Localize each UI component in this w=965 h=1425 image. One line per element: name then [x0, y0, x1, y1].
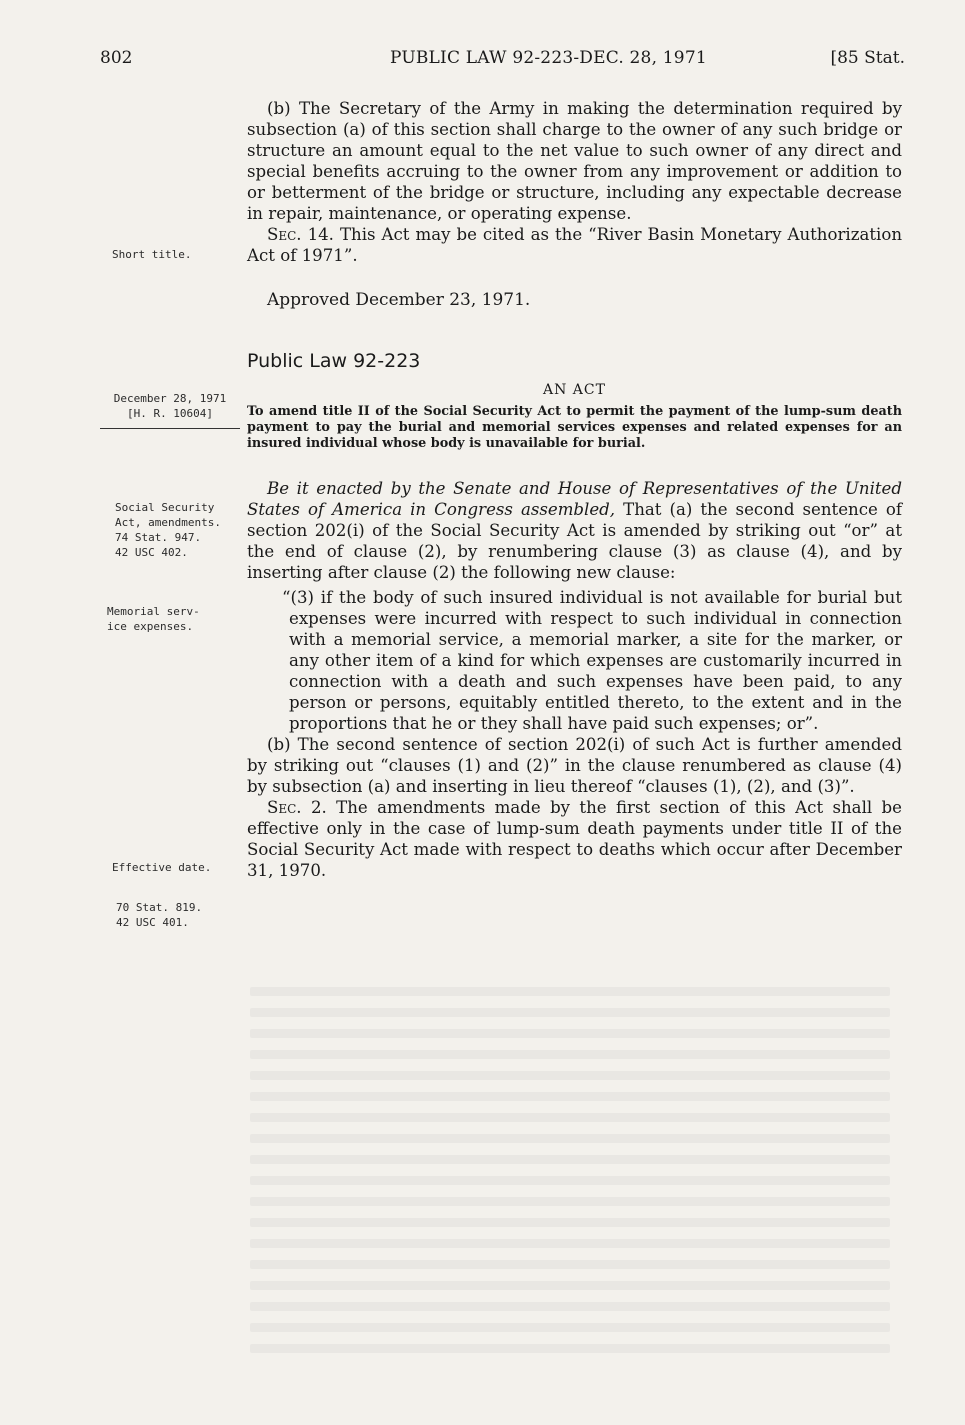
bleed-through-texture — [100, 975, 905, 1355]
section-1a-paragraph — [247, 478, 902, 583]
running-title: PUBLIC LAW 92-223-DEC. 28, 1971 — [390, 48, 707, 68]
margin-bill-number: [H. R. 10604] — [126, 407, 214, 420]
section-1a-text: That (a) the second sentence of section 202(i) of the Social Security Act is amended by striking out “or” at the end of clause (2), by renumbering clause (3) as clause (4), and by inserting after clause (2) the following new clause: — [247, 500, 902, 582]
margin-ref-line: 42 USC 401. — [116, 916, 189, 929]
margin-ss-line: Act, amendments. — [115, 516, 221, 529]
margin-references — [116, 900, 256, 930]
quoted-clause-3: “(3) if the body of such insured individual is not available for burial but expenses were incurred with respect to such individual in connection with a memorial service, a memorial marker, a site for the marker, or any other item of a kind for which expenses are customarily incurred in connection with a death and such expenses have been paid, to any person or persons, equitably entitled thereto, to the extent and in the proportions that he or they shall have paid such expenses; or”. — [282, 588, 902, 733]
margin-social-security — [115, 500, 255, 560]
margin-memorial-line: ice expenses. — [107, 620, 194, 633]
margin-effective-date: Effective date. — [112, 861, 212, 874]
margin-enactment-date — [100, 391, 240, 421]
sec2-text: The amendments made by the first section of this Act shall be effective only in the case of lump-sum death payments under title II of the Social Security Act made with respect to deaths which occur after December 31, 1970. — [247, 798, 902, 880]
page-header — [100, 48, 905, 74]
sec14-text: This Act may be cited as the “River Basin Monetary Authorization Act of 1971”. — [247, 225, 903, 265]
margin-short-title: Short title. — [112, 248, 192, 261]
approved-line: Approved December 23, 1971. — [267, 290, 531, 310]
an-act-heading: AN ACT — [543, 382, 606, 398]
margin-ss-line: 42 USC 402. — [115, 546, 188, 559]
sec2-label: Sec. 2. — [267, 798, 327, 817]
section-1b-paragraph: (b) The second sentence of section 202(i) of such Act is further amended by striking out “clauses (1) and (2)” in the clause renumbered as clause (4) by subsection (a) and inserting in lieu thereof “clauses (1), (2), and (3)”. — [247, 735, 902, 796]
act-body — [247, 478, 902, 881]
margin-memorial-line: Memorial serv- — [107, 605, 200, 618]
statute-reference: [85 Stat. — [830, 48, 905, 68]
law-heading: Public Law 92-223 — [247, 350, 421, 372]
margin-memorial — [107, 604, 247, 634]
margin-ss-line: 74 Stat. 947. — [115, 531, 202, 544]
sec14-paragraph — [247, 224, 902, 266]
section-2-paragraph — [247, 797, 902, 881]
act-purpose: To amend title II of the Social Security Act to permit the payment of the lump-sum death payment to pay the burial and memorial services expenses and related expenses for an insured individual whose body is unavailable for burial. — [247, 404, 902, 451]
section-b-paragraph: (b) The Secretary of the Army in making the determination required by subsection (a) of this section shall charge to the owner of any such bridge or structure an amount equal to the net value to such owner of any direct and special benefits accruing to the owner from any improvement or addition to or betterment of the bridge or structure, including any expectable decrease in repair, maintenance, or operating expense. — [247, 99, 902, 223]
sec14-label: Sec. 14. — [267, 225, 334, 244]
margin-ref-line: 70 Stat. 819. — [116, 901, 203, 914]
margin-date: December 28, 1971 — [113, 392, 227, 405]
prior-act-text — [247, 98, 902, 266]
margin-rule — [100, 428, 240, 429]
enacting-clause: Be it enacted by the Senate and House of Representatives of the United States of America in Congress assembled, — [247, 479, 902, 519]
page-number: 802 — [100, 48, 133, 68]
margin-ss-line: Social Security — [115, 501, 215, 514]
